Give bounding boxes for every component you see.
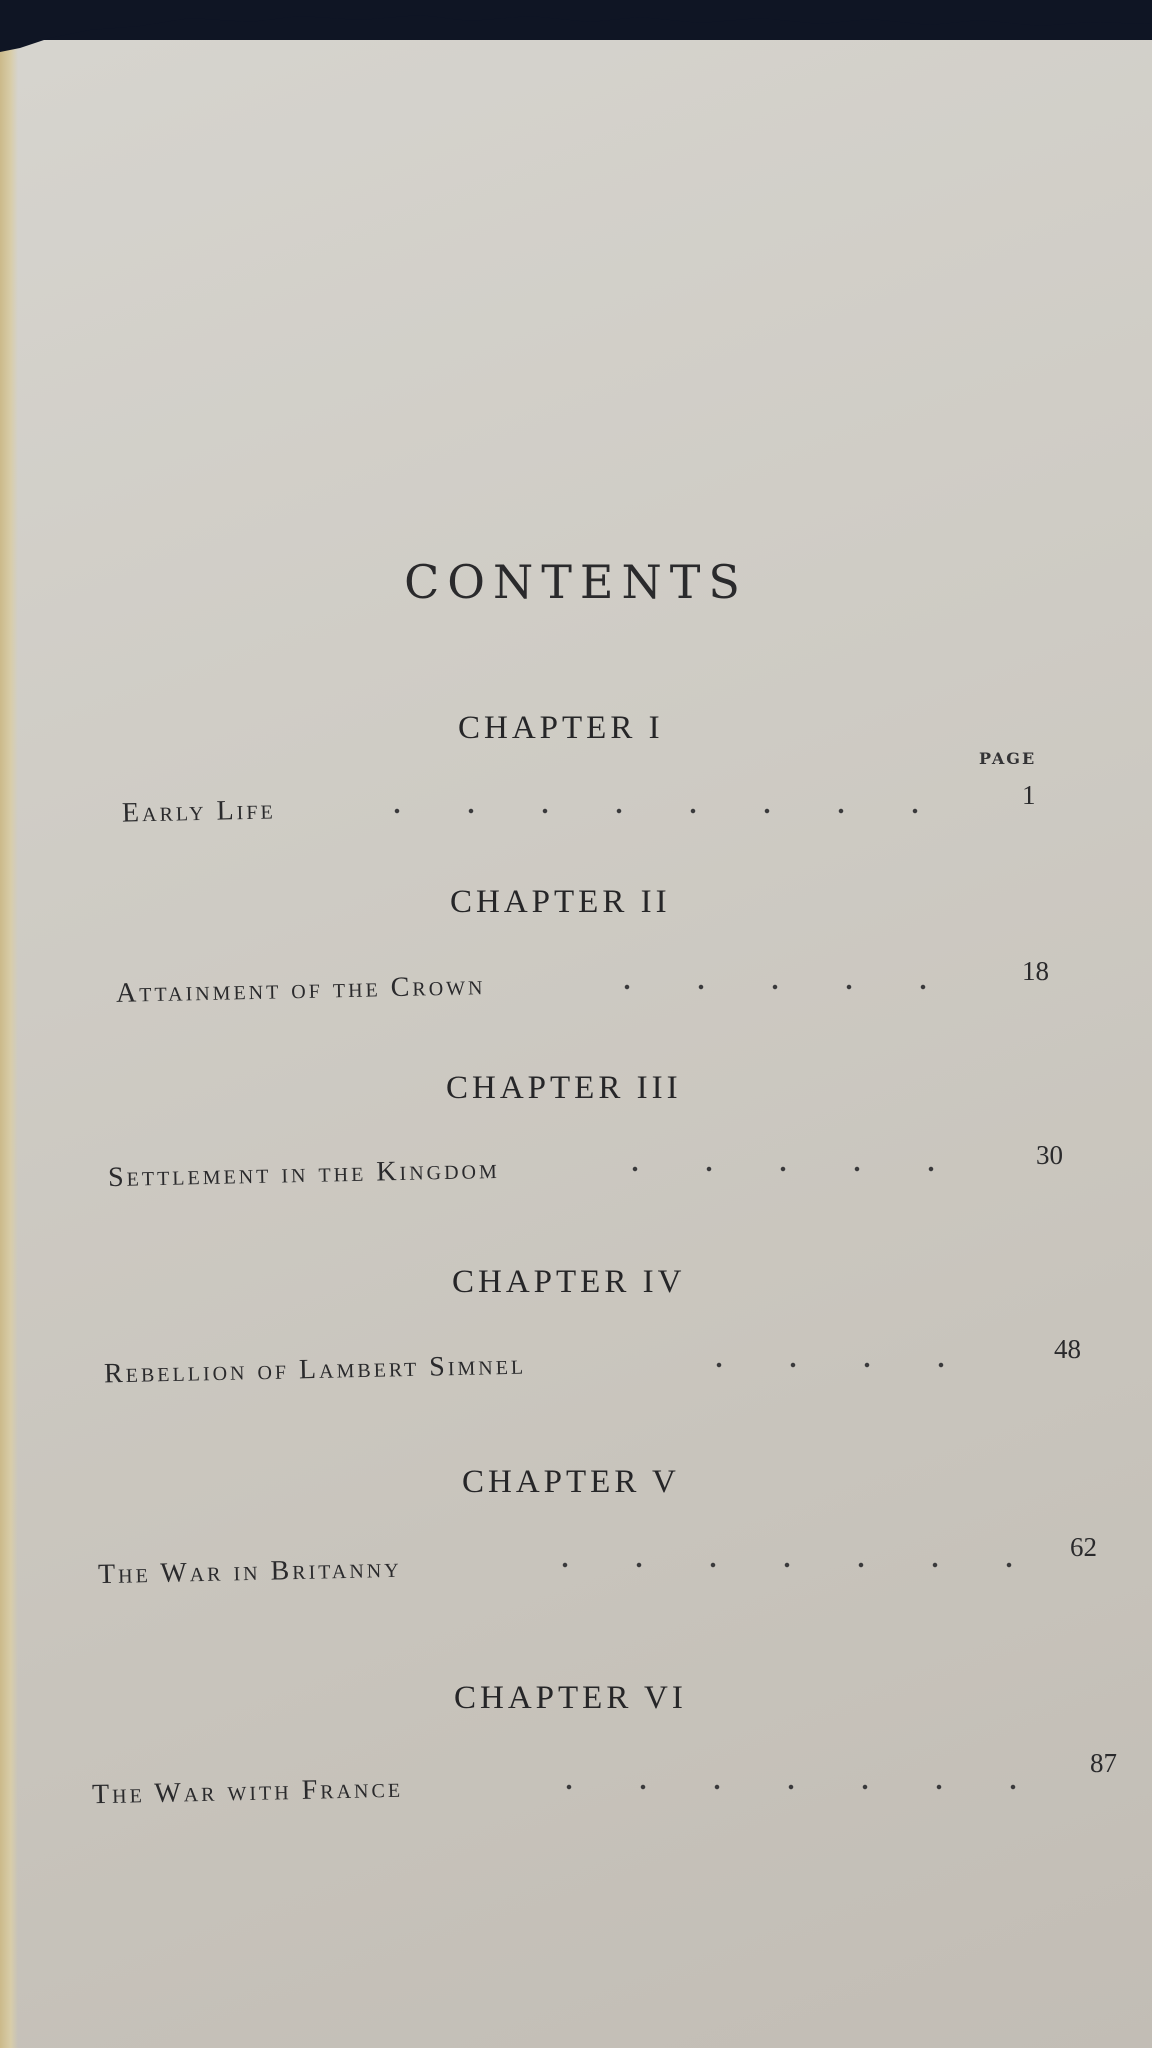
chapter-label: CHAPTER III	[446, 1070, 682, 1106]
page-column-label: PAGE	[979, 749, 1037, 768]
chapter-label: CHAPTER IV	[452, 1264, 686, 1300]
book-page	[10, 40, 1152, 2048]
chapter-label: CHAPTER II	[450, 884, 671, 920]
toc-entry-title[interactable]: Attainment of the Crown	[115, 970, 486, 1009]
toc-page-number[interactable]: 30	[1036, 1140, 1063, 1170]
toc-entry-title[interactable]: Rebellion of Lambert Simnel	[103, 1349, 527, 1390]
dot-leader	[528, 1560, 1028, 1570]
dot-leader	[598, 1164, 988, 1174]
chapter-label: CHAPTER VI	[454, 1680, 687, 1716]
toc-page-number[interactable]: 18	[1022, 956, 1049, 986]
chapter-label: CHAPTER I	[458, 710, 664, 746]
chapter-label: CHAPTER V	[462, 1464, 680, 1500]
toc-page-number[interactable]: 87	[1090, 1748, 1117, 1778]
page-edge	[0, 40, 18, 2048]
torn-page-edge	[0, 0, 1152, 60]
toc-page-number[interactable]: 1	[1022, 780, 1036, 810]
toc-entry-title[interactable]: Settlement in the Kingdom	[107, 1153, 501, 1194]
toc-page-number[interactable]: 62	[1070, 1532, 1097, 1562]
toc-entry-title[interactable]: Early Life	[121, 794, 276, 829]
dot-leader	[682, 1360, 1012, 1370]
dot-leader	[360, 806, 960, 816]
toc-entry-title[interactable]: The War in Britanny	[97, 1552, 402, 1591]
contents-heading: CONTENTS	[404, 555, 748, 609]
dot-leader	[590, 982, 980, 992]
toc-entry-title[interactable]: The War with France	[91, 1772, 404, 1811]
toc-page-number[interactable]: 48	[1054, 1334, 1081, 1364]
dot-leader	[532, 1782, 1032, 1792]
